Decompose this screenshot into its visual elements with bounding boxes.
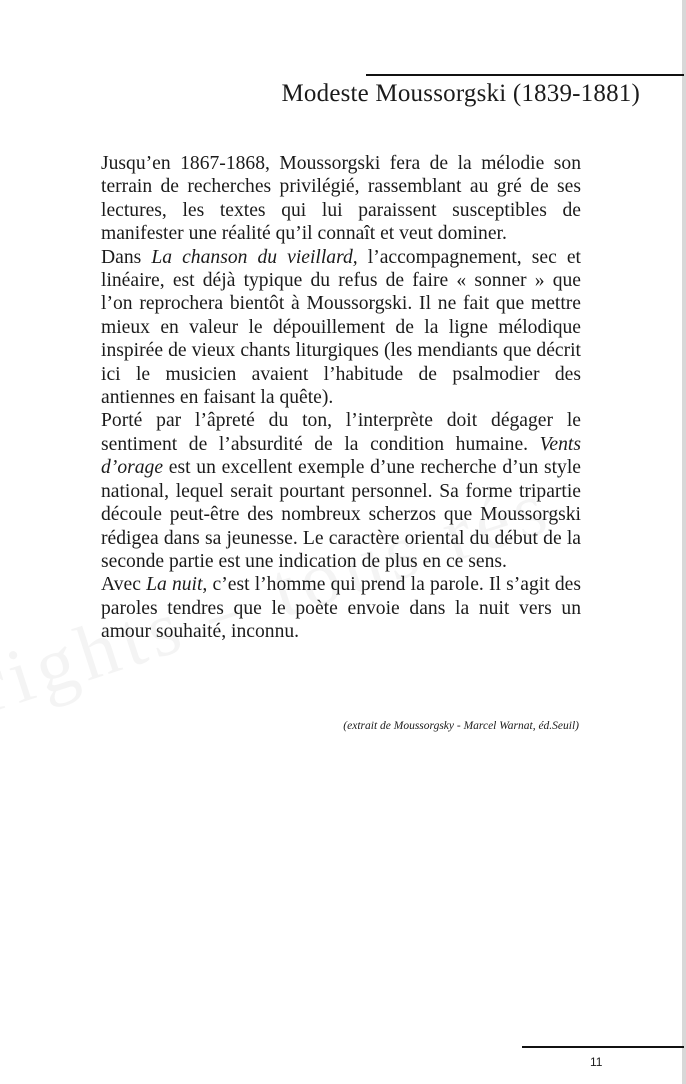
page-edge-shadow: [682, 0, 686, 1084]
source-credit: (extrait de Moussorgsky - Marcel Warnat, éd.Seuil): [343, 720, 579, 732]
work-title-vents-d-orage: Vents d’orage: [101, 433, 581, 479]
article-body: [101, 152, 581, 644]
page-number: 11: [590, 1055, 603, 1069]
paragraph-4: [101, 573, 581, 643]
paragraph-4-text: c’est l’homme qui prend la parole. Il s’agit des paroles tendres que le poète envoie dans la nuit vers un amour souhaité, inconnu.: [101, 574, 581, 643]
work-title-la-nuit: La nuit,: [146, 574, 208, 596]
paragraph-1: Jusqu’en 1867-1868, Moussorgski fera de la mélodie son terrain de recherches privilégié, rassemblant au gré de ses lectures, les textes qui lui paraissent susceptibles de manifester une réalité qu’il connaît et veut dominer.: [101, 153, 581, 245]
paragraph-2-intro: Dans: [101, 246, 152, 268]
paragraph-2-text: l’accompagnement, sec et linéaire, est déjà typique du refus de faire « sonner » que l’on reprochera bientôt à Moussorgski. Il ne fait que mettre mieux en valeur le dépouillement de la ligne mélodique inspirée de vieux chants liturgiques (les mendiants que décrit ici le musicien avaient l’habitude de psalmodier des antiennes en faisant la quête).: [101, 246, 581, 409]
header-rule: [366, 74, 684, 76]
work-title-la-chanson-du-vieillard: La chanson du vieillard,: [151, 246, 358, 268]
page-title: Modeste Moussorgski (1839-1881): [281, 80, 640, 107]
footer-rule: [522, 1046, 684, 1048]
paragraph-3-intro: Porté par l’âpreté du ton, l’interprète doit dégager le sentiment de l’absurdité de la condition humaine.: [101, 410, 581, 455]
paragraph-2: [101, 246, 581, 410]
paragraph-3: [101, 409, 581, 573]
paragraph-4-intro: Avec: [101, 574, 147, 596]
paragraph-3-text: est un excellent exemple d’une recherche d’un style national, lequel serait pourtant personnel. Sa forme tripartie découle peut-être des nombreux scherzos que Moussorgski rédigea dans sa jeunesse. Le caractère oriental du début de la seconde partie est une indication de plus en ce sens.: [101, 457, 581, 572]
